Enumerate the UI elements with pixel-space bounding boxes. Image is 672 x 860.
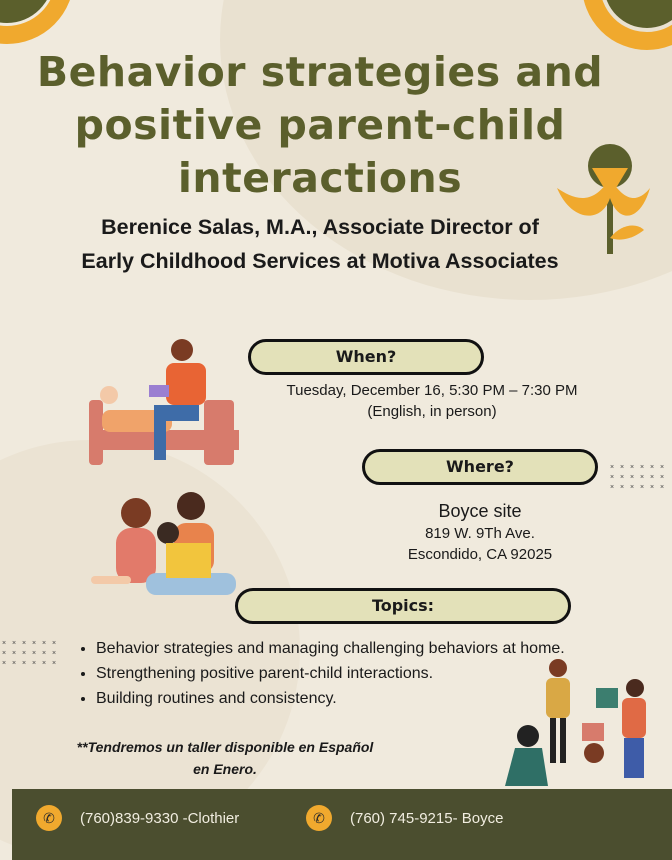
- phone-contact-clothier[interactable]: [36, 805, 239, 831]
- topics-header: Topics:: [235, 588, 571, 624]
- site-name: Boyce site: [438, 501, 522, 521]
- topic-item: • Strengthening positive parent-child interactions.: [96, 661, 638, 686]
- address-line-2: Escondido, CA 92025: [407, 546, 553, 563]
- family-reading-illustration: [86, 488, 236, 610]
- phone-icon: ✆: [306, 805, 332, 831]
- contact-footer: [12, 789, 672, 860]
- dot-pattern-decoration: × × × × × × × × × × × × × × × × × ×: [610, 464, 665, 491]
- presenter-info: [0, 210, 640, 278]
- dot-pattern-decoration: × × × × × × × × × × × × × × × × × ×: [2, 640, 57, 667]
- presenter-line-2: Early Childhood Services at Motiva Associates: [81, 249, 559, 273]
- parent-reading-illustration: [84, 335, 239, 470]
- phone-number: (760)839-9330 -Clothier: [80, 809, 240, 827]
- spanish-note-line-1: **Tendremos un taller disponible en Español: [76, 739, 374, 755]
- topic-item: • Building routines and consistency.: [96, 686, 638, 711]
- spanish-workshop-note: [40, 736, 410, 780]
- presenter-line-1: Berenice Salas, M.A., Associate Director of: [101, 215, 539, 239]
- topic-item: • Behavior strategies and managing challenging behaviors at home.: [96, 636, 638, 661]
- spanish-note-line-2: en Enero.: [193, 761, 257, 777]
- when-header: When?: [248, 339, 484, 375]
- where-header: Where?: [362, 449, 598, 485]
- phone-icon: ✆: [36, 805, 62, 831]
- where-details: [368, 499, 592, 565]
- phone-number: (760) 745-9215- Boyce: [350, 809, 504, 827]
- flyer-title: Behavior strategies and positive parent-child interactions: [36, 48, 604, 202]
- when-details: [262, 380, 602, 422]
- event-datetime: Tuesday, December 16, 5:30 PM – 7:30 PM: [286, 382, 578, 399]
- event-language: (English, in person): [367, 403, 497, 420]
- family-gifts-illustration: [500, 658, 660, 790]
- address-line-1: 819 W. 9Th Ave.: [425, 525, 535, 542]
- phone-contact-boyce[interactable]: [306, 805, 503, 831]
